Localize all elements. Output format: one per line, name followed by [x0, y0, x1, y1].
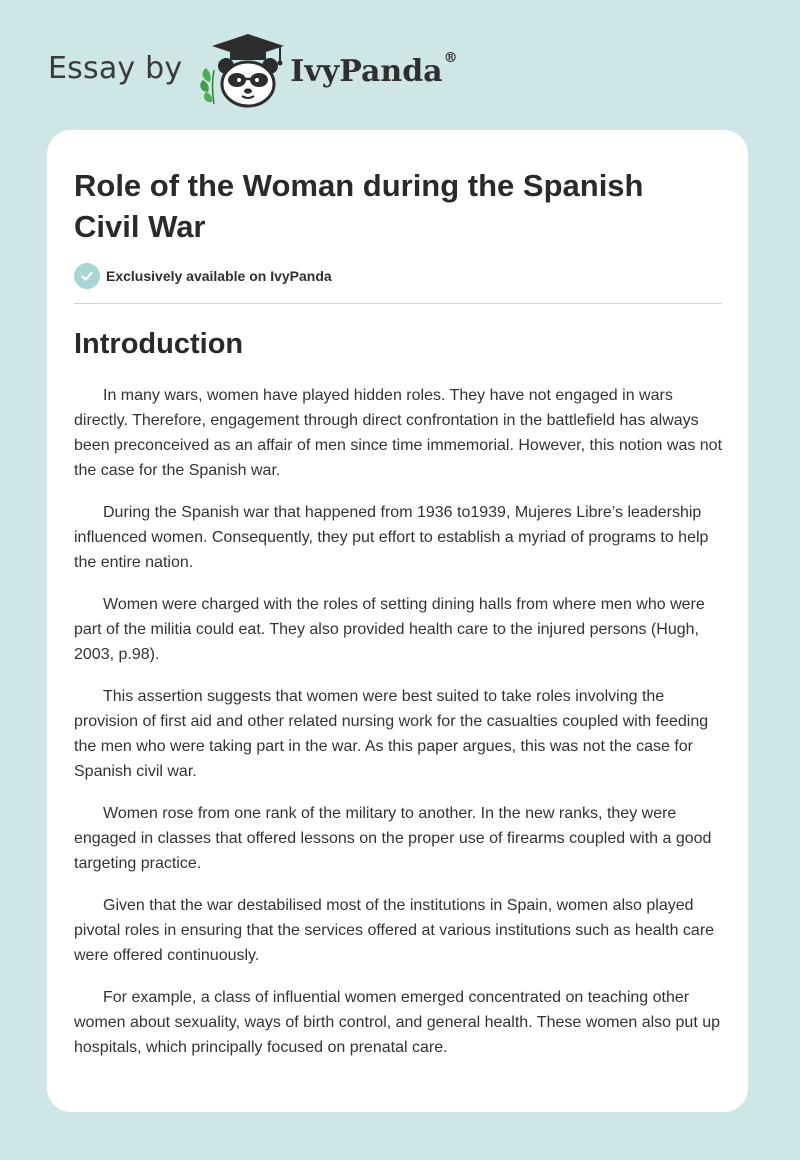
- exclusive-label: Exclusively available on IvyPanda: [106, 268, 332, 284]
- section-heading-introduction: Introduction: [74, 328, 244, 360]
- registered-mark: ®: [443, 49, 458, 66]
- brand-name: IvyPanda®: [290, 49, 458, 89]
- paragraph: This assertion suggests that women were best suited to take roles involving the provision of first aid and other related nursing work for the casualties coupled with feeding the men who were taking part in the war. As this paper argues, this was not the case for Spanish civil war.: [74, 688, 709, 780]
- essay-card: [47, 130, 748, 1112]
- paragraph: For example, a class of influential women emerged concentrated on teaching other women about sexuality, ways of birth control, and general health. These women also put up hospitals, which principally focused on prenatal care.: [74, 989, 721, 1056]
- divider: [74, 303, 722, 304]
- paragraph: Women were charged with the roles of setting dining halls from where men who were part of the militia could eat. They also provided health care to the injured persons (Hugh, 2003, p.98).: [74, 596, 705, 663]
- paragraph: Given that the war destabilised most of the institutions in Spain, women also played pivotal roles in ensuring that the services offered at various institutions such as health care were offered continuously.: [74, 897, 715, 964]
- check-icon: [74, 263, 100, 289]
- exclusive-badge: [74, 263, 332, 289]
- paragraph: During the Spanish war that happened from 1936 to1939, Mujeres Libre’s leadership influenced women. Consequently, they put effort to establish a myriad of programs to help the entire nation.: [74, 504, 709, 571]
- site-header: [48, 30, 458, 110]
- paragraph: In many wars, women have played hidden roles. They have not engaged in wars directly. Therefore, engagement through direct confrontation in the battlefield has always been preconceived as an affair of men since time immemorial. However, this notion was not the case for the Spanish war.: [74, 387, 723, 479]
- panda-logo-icon: [196, 30, 288, 110]
- ivypanda-logo[interactable]: [196, 30, 457, 110]
- essay-by-label: Essay by: [48, 50, 183, 86]
- essay-title: Role of the Woman during the Spanish Civil War: [74, 168, 644, 244]
- paragraph: Women rose from one rank of the military to another. In the new ranks, they were engaged in classes that offered lessons on the proper use of firearms coupled with a good targeting practice.: [74, 805, 712, 872]
- essay-body: [74, 383, 726, 1077]
